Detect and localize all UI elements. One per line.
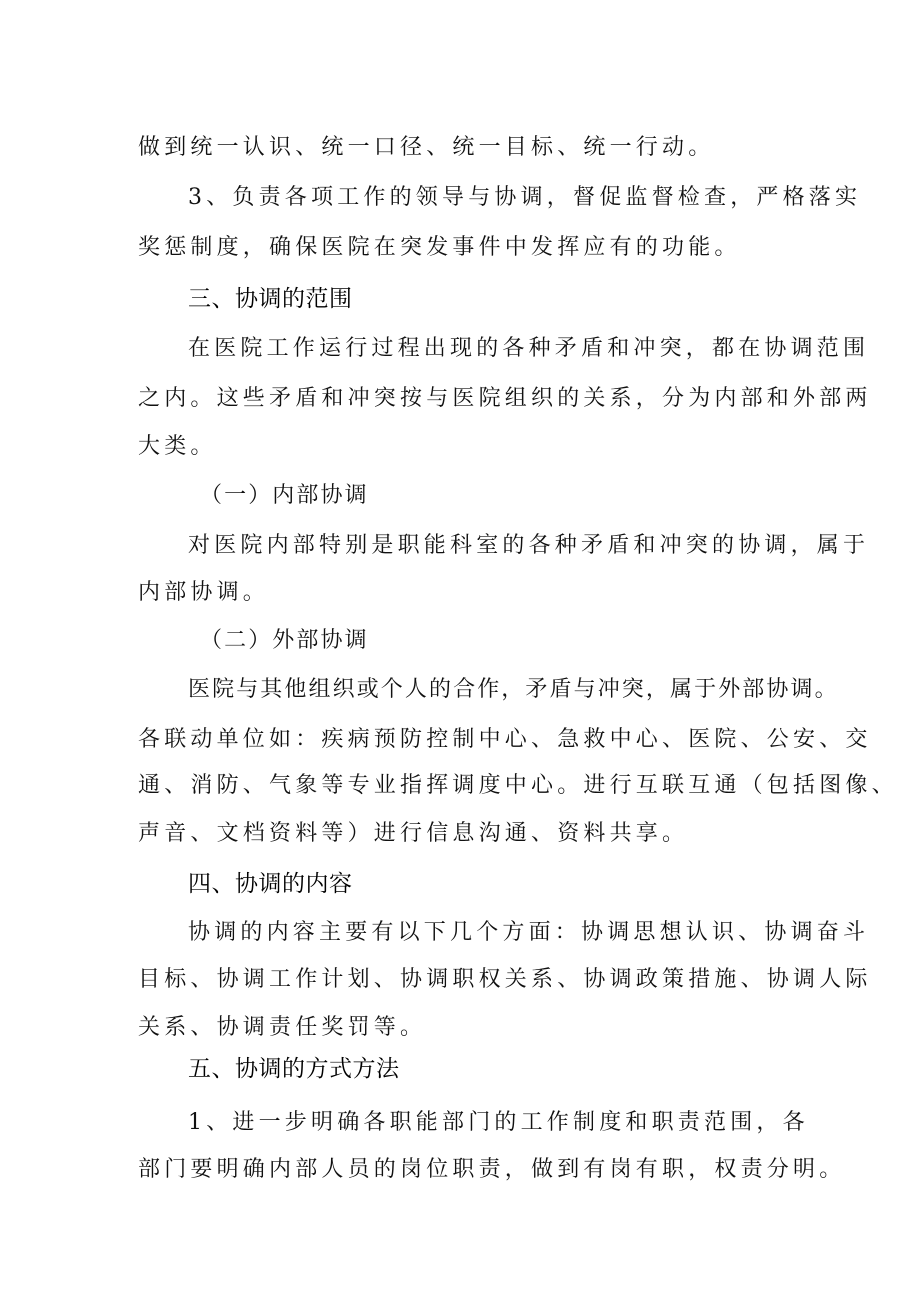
paragraph-line: 内部协调。 <box>138 580 270 605</box>
section-heading: 五、协调的方式方法 <box>188 1056 400 1082</box>
paragraph-line: 关系、协调责任奖罚等。 <box>138 1015 427 1040</box>
paragraph-line: 3、负责各项工作的领导与协调，督促监督检查，严格落实 <box>188 185 862 210</box>
paragraph-line: 目标、协调工作计划、协调职权关系、协调政策措施、协调人际 <box>138 967 872 992</box>
section-heading: 三、协调的范围 <box>188 286 353 312</box>
paragraph-line: 协调的内容主要有以下几个方面：协调思想认识、协调奋斗 <box>188 920 870 945</box>
subsection-heading: （二）外部协调 <box>200 628 369 653</box>
paragraph-line: 部门要明确内部人员的岗位职责，做到有岗有职，权责分明。 <box>138 1157 846 1182</box>
paragraph-line: 对医院内部特别是职能科室的各种矛盾和冲突的协调，属于 <box>188 533 870 558</box>
paragraph-line: 1、进一步明确各职能部门的工作制度和职责范围，各 <box>188 1110 809 1135</box>
paragraph-line: 声音、文档资料等）进行信息沟通、资料共享。 <box>138 821 689 846</box>
paragraph-line: 各联动单位如：疾病预防控制中心、急救中心、医院、公安、交 <box>138 727 872 752</box>
paragraph-line: 大类。 <box>138 434 217 459</box>
subsection-heading: （一）内部协调 <box>200 483 369 508</box>
paragraph-line: 奖惩制度，确保医院在突发事件中发挥应有的功能。 <box>138 235 741 260</box>
paragraph-line: 医院与其他组织或个人的合作，矛盾与冲突，属于外部协调。 <box>188 677 839 702</box>
paragraph-line: 在医院工作运行过程出现的各种矛盾和冲突，都在协调范围 <box>188 336 870 361</box>
section-heading: 四、协调的内容 <box>188 871 353 897</box>
paragraph-line: 通、消防、气象等专业指挥调度中心。进行互联互通（包括图像、 <box>138 773 898 798</box>
paragraph-line: 做到统一认识、统一口径、统一目标、统一行动。 <box>138 135 715 160</box>
paragraph-line: 之内。这些矛盾和冲突按与医院组织的关系，分为内部和外部两 <box>138 386 872 411</box>
